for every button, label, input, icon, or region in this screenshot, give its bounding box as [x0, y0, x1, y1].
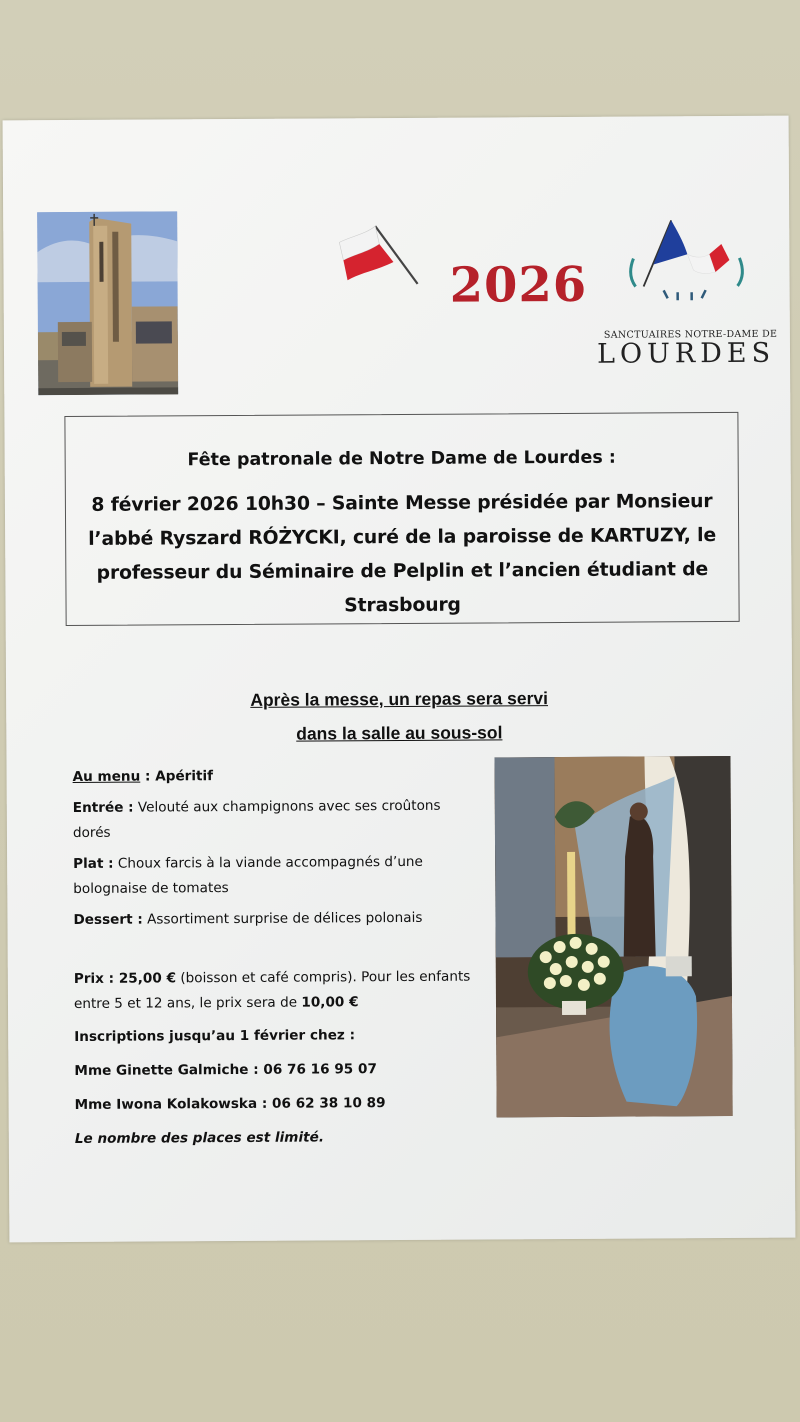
entree-text: Velouté aux champignons avec ses croûtons: [133, 797, 441, 816]
lourdes-emblem-icon: [613, 214, 754, 319]
event-details: [88, 485, 717, 625]
price-label: Prix : 25,00 €: [73, 970, 177, 987]
price-text: (boisson et café compris). Pour les enfants: [175, 968, 471, 987]
plat-text: Choux farcis à la viande accompagnés d’une: [113, 853, 423, 872]
registration-heading: Inscriptions jusqu’au 1 février chez :: [74, 1027, 356, 1045]
meal-announcement-line2: dans la salle au sous-sol: [296, 722, 503, 744]
entree-text-cont: dorés: [72, 824, 111, 841]
year-title: 2026: [449, 256, 588, 314]
logo-wordmark: LOURDES: [596, 337, 776, 370]
contact-ginette: Mme Ginette Galmiche : 06 76 16 95 07: [74, 1061, 377, 1079]
event-line: Strasbourg: [344, 594, 461, 617]
logo-caption: SANCTUAIRES NOTRE-DAME DE: [603, 328, 778, 341]
menu-label: Au menu: [72, 768, 141, 785]
child-price: 10,00 €: [301, 994, 359, 1011]
event-line: professeur du Séminaire de Pelplin et l’ancien étudiant de: [96, 559, 709, 584]
price-text-cont: entre 5 et 12 ans, le prix sera de: [73, 994, 302, 1012]
entree-label: Entrée :: [72, 799, 134, 816]
dessert-text: Assortiment surprise de délices polonais: [142, 909, 423, 928]
plat-text-cont: bolognaise de tomates: [73, 880, 229, 897]
church-photo: [37, 211, 178, 395]
menu-label-sep: :: [140, 768, 156, 785]
altar-photo: [494, 756, 732, 1117]
limited-places-note: Le nombre des places est limité.: [74, 1129, 325, 1147]
event-line: l’abbé Ryszard RÓŻYCKI, curé de la paroisse de KARTUZY, le: [88, 525, 717, 550]
contact-iwona: Mme Iwona Kolakowska : 06 62 38 10 89: [74, 1095, 386, 1113]
poster-sheet: [3, 116, 796, 1243]
event-box: [64, 412, 739, 626]
polish-flag-icon: [333, 222, 424, 307]
plat-label: Plat :: [73, 855, 114, 872]
dessert-label: Dessert :: [73, 911, 143, 928]
event-heading: Fête patronale de Notre Dame de Lourdes :: [187, 447, 616, 471]
menu-section: [73, 762, 495, 1152]
menu-aperitif: Apéritif: [155, 768, 214, 785]
meal-announcement-line1: Après la messe, un repas sera servi: [250, 688, 549, 710]
event-line: 8 février 2026 10h30 – Sainte Messe présidée par Monsieur: [91, 491, 713, 516]
